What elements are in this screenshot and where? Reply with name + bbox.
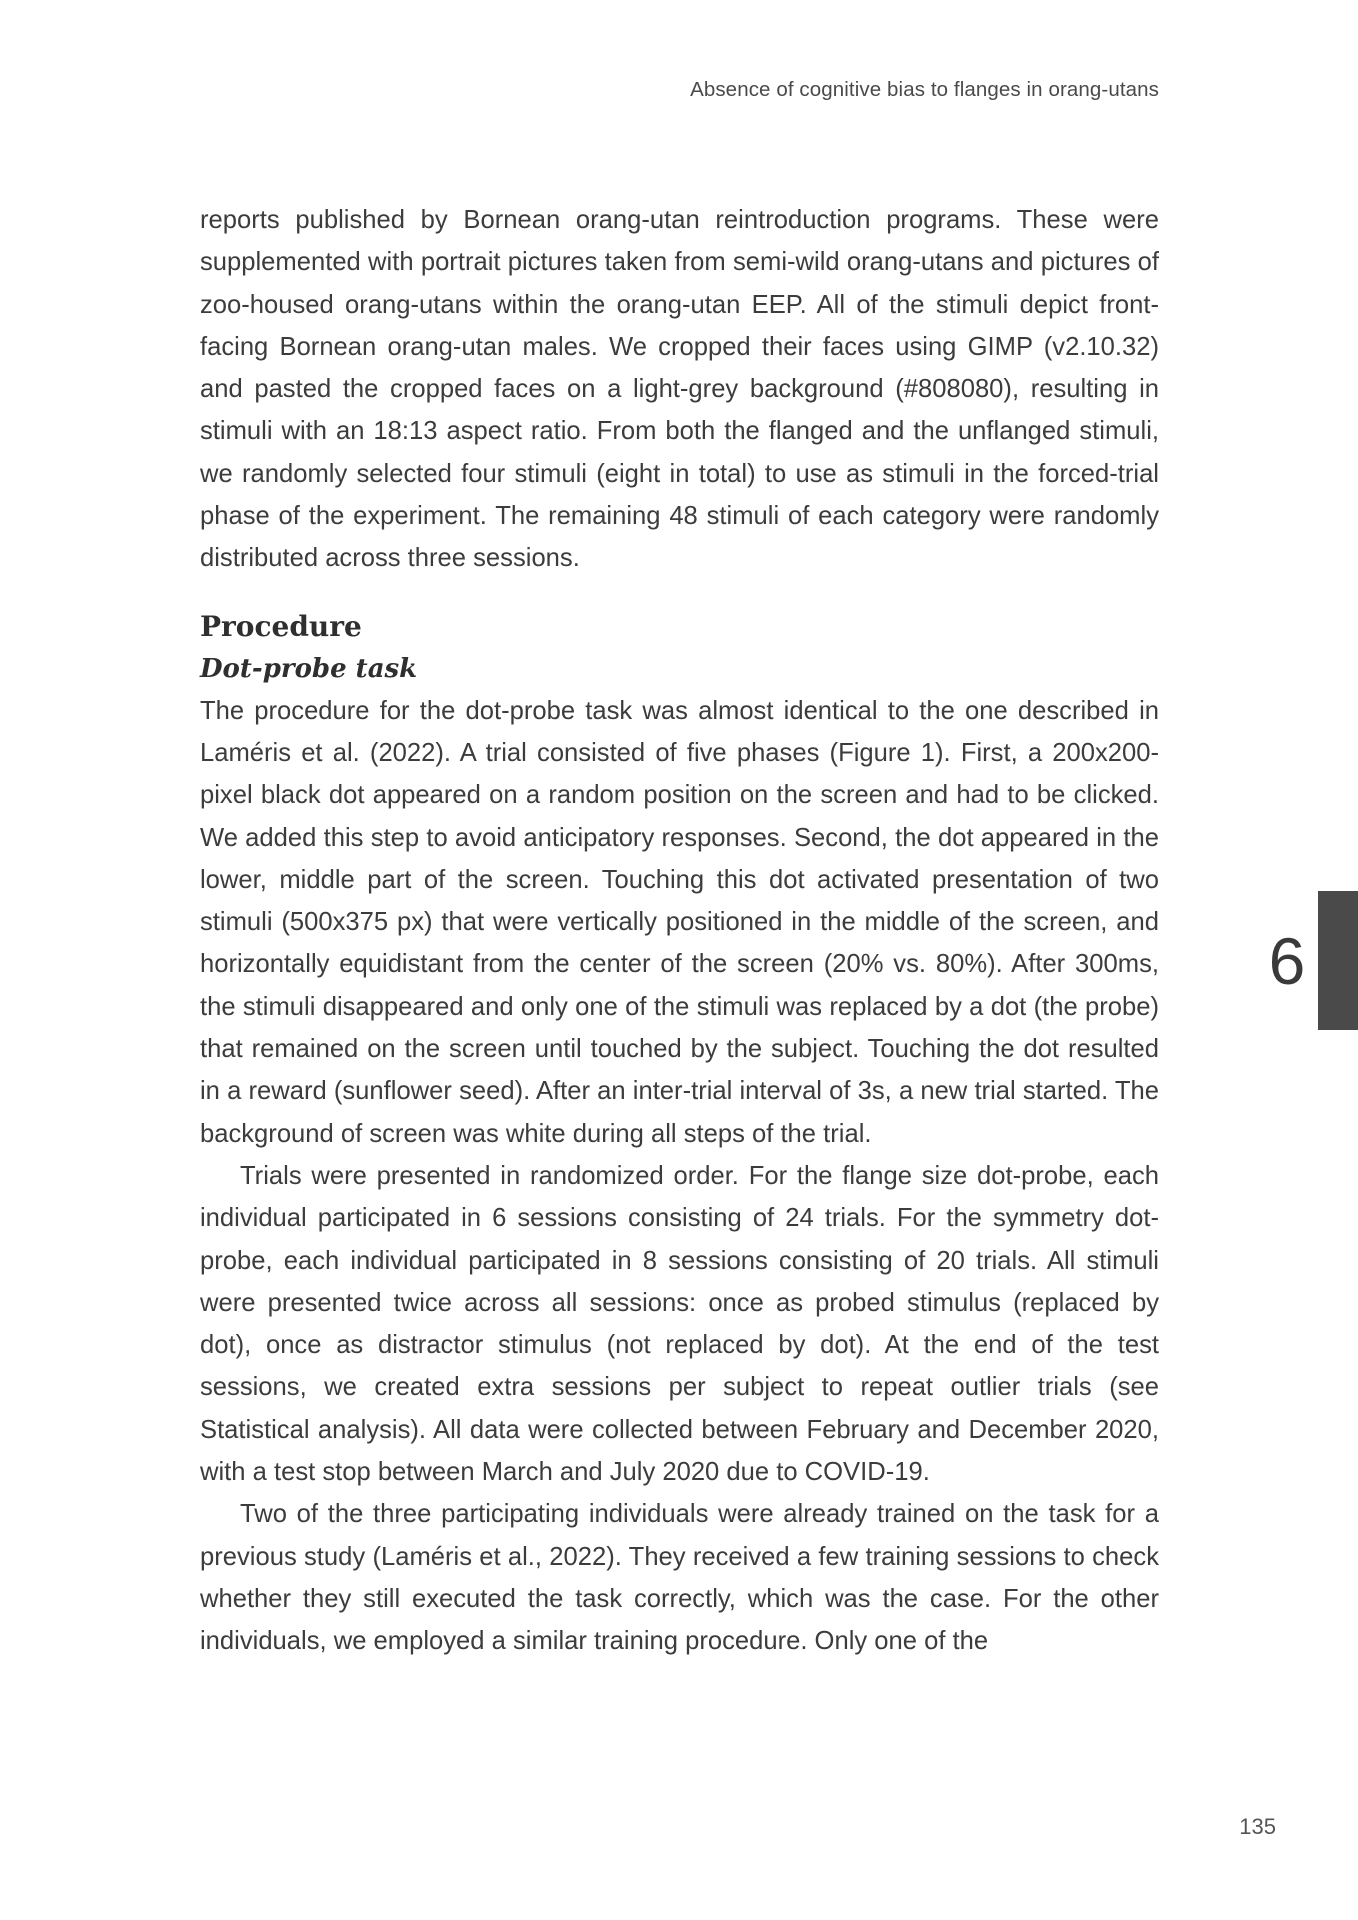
page-content [200, 199, 1159, 1663]
body-paragraph-2: The procedure for the dot-probe task was almost identical to the one described in Laméris et al. (2022). A trial consisted of five phases (Figure 1). First, a 200x200-pixel black dot appeared on a random position on the screen and had to be clicked. We added this step to avoid anticipatory responses. Second, the dot appeared in the lower, middle part of the screen. Touching this dot activated presentation of two stimuli (500x375 px) that were vertically positioned in the middle of the screen, and horizontally equidistant from the center of the screen (20% vs. 80%). After 300ms, the stimuli disappeared and only one of the stimuli was replaced by a dot (the probe) that remained on the screen until touched by the subject. Touching the dot resulted in a reward (sunflower seed). After an inter-trial interval of 3s, a new trial started. The background of screen was white during all steps of the trial. [200, 696, 1159, 1148]
body-paragraph-4: Two of the three participating individuals were already trained on the task for a previous study (Laméris et al., 2022). They received a few training sessions to check whether they still executed the task correctly, which was the case. For the other individuals, we employed a similar training procedure. Only one of the [200, 1500, 1159, 1656]
subsection-heading: Dot-probe task [200, 653, 418, 684]
page-number: 135 [1239, 1814, 1276, 1839]
body-paragraph-3: Trials were presented in randomized order. For the flange size dot-probe, each individual participated in 6 sessions consisting of 24 trials. For the symmetry dot-probe, each individual participated in 8 sessions consisting of 20 trials. All stimuli were presented twice across all sessions: once as probed stimulus (replaced by dot), once as distractor stimulus (not replaced by dot). At the end of the test sessions, we created extra sessions per subject to repeat outlier trials (see Statistical analysis). All data were collected between February and December 2020, with a test stop between March and July 2020 due to COVID-19. [200, 1161, 1159, 1487]
chapter-number: 6 [1268, 924, 1306, 998]
chapter-tab [1318, 891, 1358, 1030]
body-paragraph-1: reports published by Bornean orang-utan reintroduction programs. These were supplemented with portrait pictures taken from semi-wild orang-utans and pictures of zoo-housed orang-utans within the orang-utan EEP. All of the stimuli depict front-facing Bornean orang-utan males. We cropped their faces using GIMP (v2.10.32) and pasted the cropped faces on a light-grey background (#808080), resulting in stimuli with an 18:13 aspect ratio. From both the flanged and the unflanged stimuli, we randomly selected four stimuli (eight in total) to use as stimuli in the forced-trial phase of the experiment. The remaining 48 stimuli of each category were randomly distributed across three sessions. [200, 206, 1159, 573]
running-head: Absence of cognitive bias to flanges in orang-utans [690, 78, 1159, 101]
section-heading: Procedure [200, 609, 362, 643]
